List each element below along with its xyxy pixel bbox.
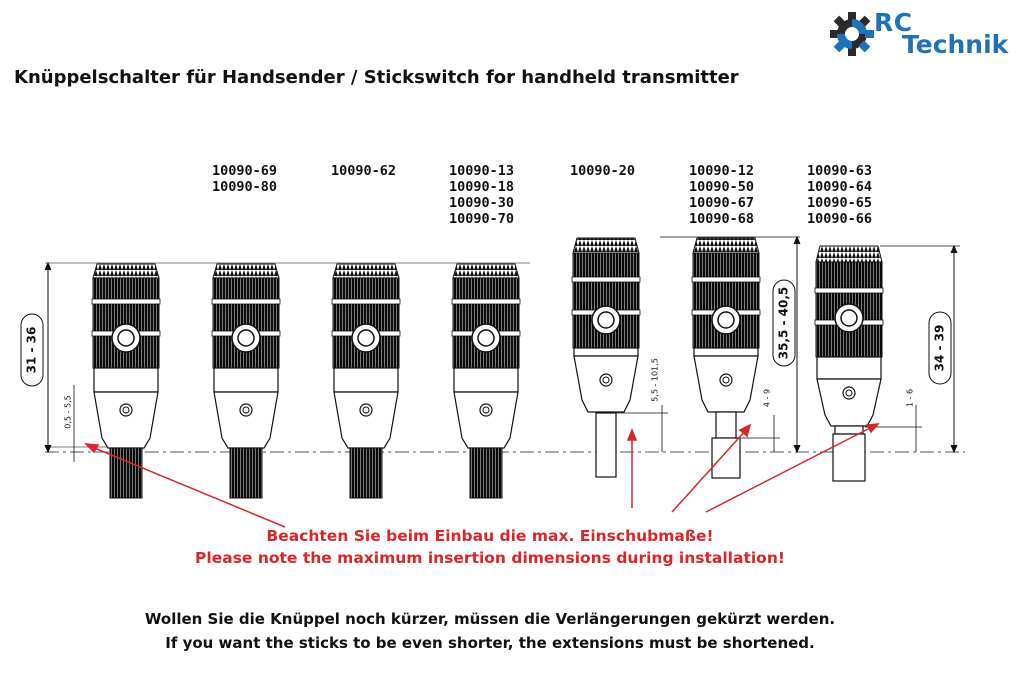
code: 10090-69 [212, 163, 278, 179]
dim-right-total-label: 34 - 39 [932, 324, 947, 372]
dim-left-total-label: 31 - 36 [24, 326, 39, 374]
page-title: Knüppelschalter für Handsender / Stickswitch for handheld transmitter [14, 67, 739, 88]
code: 10090-66 [807, 211, 873, 227]
code: 10090-64 [807, 179, 873, 195]
code: 10090-62 [331, 163, 397, 179]
code: 10090-18 [449, 179, 515, 195]
code: 10090-65 [807, 195, 873, 211]
code: 10090-20 [570, 163, 636, 179]
dim-right-total [880, 246, 960, 452]
stick-10090-62 [212, 264, 280, 498]
code: 10090-67 [689, 195, 755, 211]
brand-line-2: Technik [902, 30, 1009, 59]
stick-10090-13 [332, 264, 400, 498]
dim-mid-insert-label: 5,5 - 101,5 [650, 358, 660, 402]
dim-mid-small-label: 4 - 9 [762, 388, 772, 408]
code: 10090-30 [449, 195, 515, 211]
stick-10090-12 [692, 238, 760, 478]
dim-right-insert-label: 1 - 6 [905, 388, 915, 408]
note-de: Wollen Sie die Knüppel noch kürzer, müssen die Verlängerungen gekürzt werden. [144, 610, 836, 628]
stick-10090-20 [572, 238, 640, 477]
code: 10090-12 [689, 163, 755, 179]
stick-10090-13-b [452, 264, 520, 498]
code: 10090-70 [449, 211, 515, 227]
dim-mid-total-label: 35,5 - 40,5 [776, 286, 791, 360]
stick-10090-63 [815, 246, 883, 481]
dim-left-insert-label: 0,5 - 5,5 [63, 395, 73, 429]
brand-line-1: RC [874, 8, 913, 37]
stick-10090-69 [92, 264, 160, 498]
code: 10090-63 [807, 163, 873, 179]
code: 10090-50 [689, 179, 755, 195]
warning-de: Beachten Sie beim Einbau die max. Einschubmaße! [266, 527, 714, 545]
code: 10090-80 [212, 179, 278, 195]
note-en: If you want the sticks to be even shorter, the extensions must be shortened. [165, 634, 815, 652]
code: 10090-68 [689, 211, 755, 227]
code: 10090-13 [449, 163, 515, 179]
warning-en: Please note the maximum insertion dimensions during installation! [195, 549, 785, 567]
